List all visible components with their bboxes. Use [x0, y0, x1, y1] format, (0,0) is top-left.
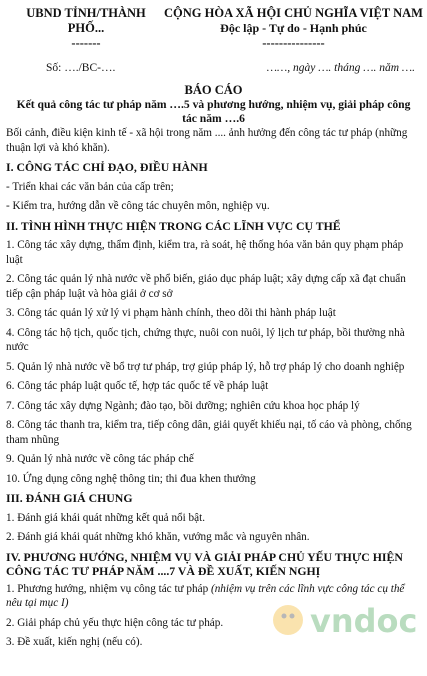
section-3-heading: III. ĐÁNH GIÁ CHUNG — [6, 491, 133, 505]
intro-paragraph: Bối cảnh, điều kiện kinh tế - xã hội trong năm .... ảnh hưởng đến công tác tư pháp (những thuận lợi và khó khăn). — [6, 127, 408, 154]
document-number: Số: …./BC-…. — [46, 62, 116, 74]
list-item: 2. Đánh giá khái quát những khó khăn, vướng mắc và nguyên nhân. — [6, 531, 310, 543]
watermark-text: vndoc — [310, 602, 418, 640]
document-body — [6, 126, 421, 655]
list-item: 3. Đề xuất, kiến nghị (nếu có). — [6, 636, 143, 648]
watermark-logo — [270, 598, 422, 642]
motto-line-2: Độc lập - Tự do - Hạnh phúc — [220, 21, 367, 35]
list-item: - Triển khai các văn bản của cấp trên; — [6, 180, 174, 193]
list-item: 3. Công tác quản lý xử lý vi phạm hành chính, theo dõi thi hành pháp luật — [6, 307, 336, 319]
list-item: 10. Ứng dụng công nghệ thông tin; thi đua khen thưởng — [6, 472, 256, 485]
list-item: 7. Công tác xây dựng Ngành; đào tạo, bồi dưỡng; nghiên cứu khoa học pháp lý — [6, 399, 360, 412]
list-item: 8. Công tác thanh tra, kiểm tra, tiếp công dân, giải quyết khiếu nại, tố cáo và phòng, chống tham nhũng — [6, 419, 412, 446]
document-date: ……, ngày …. tháng …. năm …. — [266, 62, 415, 74]
document-subtitle: Kết quả công tác tư pháp năm ….5 và phương hướng, nhiệm vụ, giải pháp công tác năm ….6 — [16, 98, 411, 125]
issuing-agency — [6, 6, 166, 51]
list-item: 1. Đánh giá khái quát những kết quả nổi bật. — [6, 511, 206, 524]
document-title: BÁO CÁO — [184, 83, 243, 97]
motto-line-1: CỘNG HÒA XÃ HỘI CHỦ NGHĨA VIỆT NAM — [164, 6, 423, 20]
list-item: 2. Giải pháp chủ yếu thực hiện công tác tư pháp. — [6, 616, 224, 629]
national-motto — [160, 6, 427, 51]
list-item: 2. Công tác quản lý nhà nước về phổ biến, giáo dục pháp luật; xây dựng cấp xã đạt chuẩn tiếp cận pháp luật và hòa giải ở cơ sở — [6, 273, 406, 300]
section-1-heading: I. CÔNG TÁC CHỈ ĐẠO, ĐIỀU HÀNH — [6, 160, 208, 174]
list-item-note: (nhiệm vụ trên các lĩnh vực công tác cụ thể nêu tại mục I) — [6, 582, 405, 609]
motto-divider: --------------- — [262, 36, 325, 50]
mascot-icon — [273, 605, 303, 635]
section-2-heading: II. TÌNH HÌNH THỰC HIỆN TRONG CÁC LĨNH VỰC CỤ THỂ — [6, 218, 341, 233]
agency-line-2: PHỐ... — [67, 21, 105, 35]
list-item: 4. Công tác hộ tịch, quốc tịch, chứng thực, nuôi con nuôi, lý lịch tư pháp, bồi thường nhà nước — [6, 326, 405, 353]
list-item: 5. Quản lý nhà nước về bổ trợ tư pháp, trợ giúp pháp lý, hỗ trợ pháp lý cho doanh nghiệp — [6, 360, 405, 373]
section-4-heading: IV. PHƯƠNG HƯỚNG, NHIỆM VỤ VÀ GIẢI PHÁP CHỦ YẾU THỰC HIỆN CÔNG TÁC TƯ PHÁP NĂM ....7 VÀ ĐỀ XUẤT, KIẾN NGHỊ — [6, 549, 403, 578]
agency-divider: ------- — [71, 36, 101, 50]
list-item: 6. Công tác pháp luật quốc tế, hợp tác quốc tế về pháp luật — [6, 380, 269, 392]
list-item-text: 1. Phương hướng, nhiệm vụ công tác tư pháp — [6, 582, 211, 595]
list-item: 1. Công tác xây dựng, thẩm định, kiểm tra, rà soát, hệ thống hóa văn bản quy phạm pháp luật — [6, 239, 404, 266]
list-item: - Kiểm tra, hướng dẫn về công tác chuyên môn, nghiệp vụ. — [6, 200, 270, 212]
list-item: 9. Quản lý nhà nước về công tác pháp chế — [6, 453, 194, 465]
agency-line-1: UBND TỈNH/THÀNH — [26, 6, 146, 20]
